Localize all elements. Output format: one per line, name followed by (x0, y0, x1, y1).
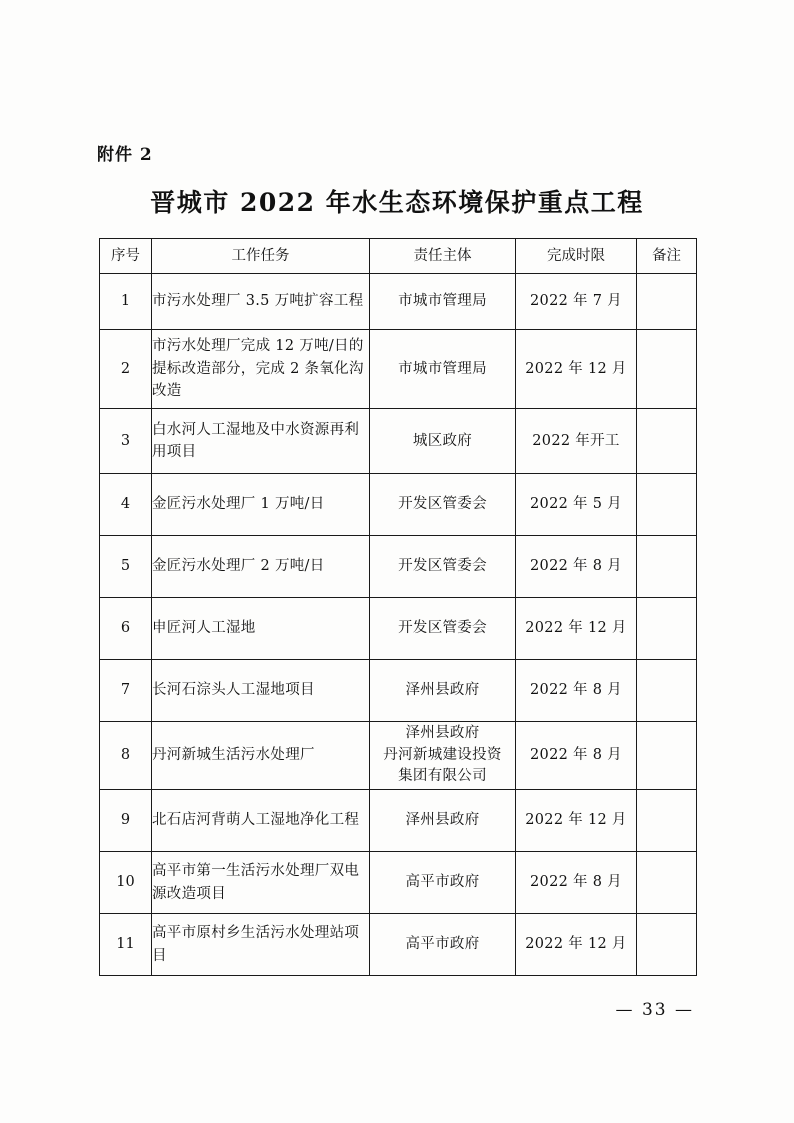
cell-task: 长河石淙头人工湿地项目 (152, 660, 370, 722)
cell-remark (637, 790, 697, 852)
cell-task: 市污水处理厂完成 12 万吨/日的提标改造部分，完成 2 条氧化沟改造 (152, 330, 370, 409)
cell-remark (637, 330, 697, 409)
cell-index: 5 (100, 536, 152, 598)
cell-deadline: 2022 年 8 月 (516, 852, 637, 914)
table-row (100, 722, 697, 790)
cell-owner: 开发区管委会 (370, 598, 516, 660)
cell-index: 11 (100, 914, 152, 976)
owner-line: 泽州县政府 (405, 724, 480, 741)
table-row (100, 330, 697, 409)
cell-task: 北石店河背萌人工湿地净化工程 (152, 790, 370, 852)
cell-owner: 市城市管理局 (370, 330, 516, 409)
cell-index: 8 (100, 722, 152, 790)
cell-owner: 城区政府 (370, 409, 516, 474)
cell-deadline: 2022 年 8 月 (516, 722, 637, 790)
table-row (100, 852, 697, 914)
attachment-label: 附件 2 (97, 145, 153, 165)
cell-index: 2 (100, 330, 152, 409)
column-header-owner: 责任主体 (370, 239, 516, 274)
cell-deadline: 2022 年 12 月 (516, 598, 637, 660)
cell-owner: 开发区管委会 (370, 536, 516, 598)
cell-deadline: 2022 年 12 月 (516, 790, 637, 852)
cell-deadline: 2022 年 12 月 (516, 914, 637, 976)
cell-deadline: 2022 年 12 月 (516, 330, 637, 409)
table-row (100, 598, 697, 660)
cell-owner (370, 722, 516, 790)
cell-task: 金匠污水处理厂 1 万吨/日 (152, 474, 370, 536)
cell-deadline: 2022 年 5 月 (516, 474, 637, 536)
cell-task: 市污水处理厂 3.5 万吨扩容工程 (152, 274, 370, 330)
page-number: — 33 — (615, 1000, 694, 1020)
table-row (100, 914, 697, 976)
cell-task: 金匠污水处理厂 2 万吨/日 (152, 536, 370, 598)
cell-owner: 开发区管委会 (370, 474, 516, 536)
cell-task: 申匠河人工湿地 (152, 598, 370, 660)
column-header-deadline: 完成时限 (516, 239, 637, 274)
cell-index: 3 (100, 409, 152, 474)
cell-owner: 高平市政府 (370, 914, 516, 976)
cell-task: 高平市第一生活污水处理厂双电源改造项目 (152, 852, 370, 914)
table-header-row (100, 239, 697, 274)
cell-remark (637, 722, 697, 790)
engineering-projects-table (99, 238, 697, 976)
cell-owner: 高平市政府 (370, 852, 516, 914)
cell-remark (637, 274, 697, 330)
cell-deadline: 2022 年 8 月 (516, 536, 637, 598)
cell-remark (637, 914, 697, 976)
table-row (100, 536, 697, 598)
table-row (100, 660, 697, 722)
cell-owner: 泽州县政府 (370, 660, 516, 722)
table-row (100, 474, 697, 536)
column-header-index: 序号 (100, 239, 152, 274)
cell-index: 9 (100, 790, 152, 852)
cell-remark (637, 598, 697, 660)
cell-task: 丹河新城生活污水处理厂 (152, 722, 370, 790)
cell-deadline: 2022 年开工 (516, 409, 637, 474)
engineering-projects-table-wrapper (99, 238, 696, 976)
table-row (100, 790, 697, 852)
cell-index: 6 (100, 598, 152, 660)
cell-index: 4 (100, 474, 152, 536)
column-header-task: 工作任务 (152, 239, 370, 274)
cell-remark (637, 852, 697, 914)
page-title: 晋城市 2022 年水生态环境保护重点工程 (150, 188, 644, 217)
cell-index: 7 (100, 660, 152, 722)
cell-task: 高平市原村乡生活污水处理站项目 (152, 914, 370, 976)
table-body (100, 274, 697, 976)
cell-remark (637, 536, 697, 598)
cell-deadline: 2022 年 8 月 (516, 660, 637, 722)
cell-owner: 泽州县政府 (370, 790, 516, 852)
cell-deadline: 2022 年 7 月 (516, 274, 637, 330)
column-header-remark: 备注 (637, 239, 697, 274)
owner-line: 丹河新城建设投资 (383, 746, 502, 763)
table-row (100, 409, 697, 474)
cell-remark (637, 474, 697, 536)
cell-index: 10 (100, 852, 152, 914)
cell-owner: 市城市管理局 (370, 274, 516, 330)
cell-index: 1 (100, 274, 152, 330)
cell-task: 白水河人工湿地及中水资源再利用项目 (152, 409, 370, 474)
owner-line: 集团有限公司 (398, 768, 487, 785)
cell-remark (637, 660, 697, 722)
table-row (100, 274, 697, 330)
cell-remark (637, 409, 697, 474)
